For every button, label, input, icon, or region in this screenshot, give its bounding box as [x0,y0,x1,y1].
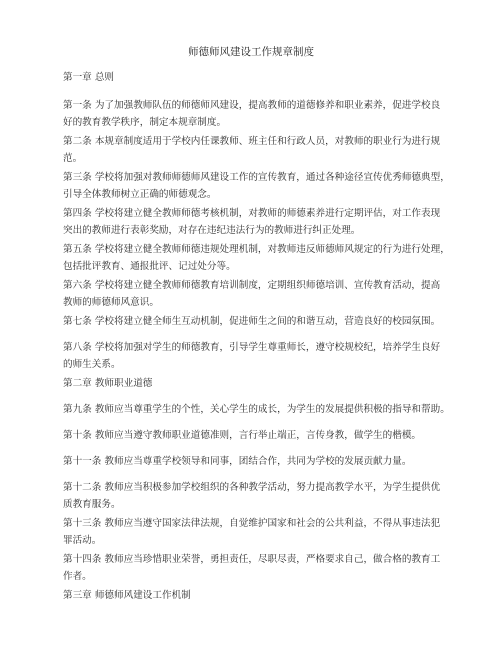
text-line: 罪活动。 [63,535,102,546]
article-paragraph [63,205,443,239]
text-line: 第七条 学校将建立健全师生互动机制，促进师生之间的和谐互动，营造良好的校园氛围。 [63,316,441,327]
text-line: 第八条 学校将加强对学生的师德教育，引导学生尊重师长，遵守校规校纪，培养学生良好 [63,342,441,353]
article-paragraph [63,401,450,418]
article-paragraph [63,241,450,275]
text-line: 作者。 [63,571,92,582]
text-line: 第五条 学校将建立健全教师师德违规处理机制，对教师违反师德师风规定的行为进行处理， [63,244,450,255]
text-line: 第四条 学校将建立健全教师师德考核机制，对教师的师德素养进行定期评估，对工作表现 [63,208,441,219]
text-line: 第三章 师德师风建设工作机制 [63,590,191,601]
text-line: 第十三条 教师应当遵守国家法律法规，自觉维护国家和社会的公共利益，不得从事违法犯 [63,518,441,529]
article-paragraph [63,515,443,549]
article-paragraph [63,313,443,330]
chapter-heading [63,587,443,604]
document-title: 师德师风建设工作规章制度 [188,46,314,58]
article-paragraph [63,339,443,373]
text-line: 第十条 教师应当遵守教师职业道德准则，言行举止端正，言传身教，做学生的楷模。 [63,430,422,441]
text-line: 第十二条 教师应当积极参加学校组织的各种教学活动，努力提高教学水平，为学生提供优 [63,482,441,493]
article-paragraph [63,551,443,585]
text-line: 第三条 学校将加强对教师师德师风建设工作的宣传教育，通过各种途径宣传优秀师德典型， [63,172,450,183]
article-paragraph [63,427,443,444]
text-line: 的师生关系。 [63,359,121,370]
text-line: 范。 [63,153,83,164]
text-line: 质教育服务。 [63,499,121,510]
article-paragraph [63,277,443,311]
text-line: 第十四条 教师应当珍惜职业荣誉，勇担责任，尽职尽责，严格要求自己，做合格的教育工 [63,554,441,565]
text-line: 包括批评教育、通报批评、记过处分等。 [63,261,236,272]
article-paragraph [63,479,443,513]
article-paragraph [63,453,443,470]
text-line: 引导全体教师树立正确的师德观念。 [63,189,217,200]
article-paragraph [63,169,450,203]
chapter-heading [63,375,443,392]
text-line: 第二条 本规章制度适用于学校内任课教师、班主任和行政人员，对教师的职业行为进行规 [63,136,441,147]
article-paragraph [63,97,443,131]
text-line: 第六条 学校将建立健全教师师德教育培训制度，定期组织师德培训、宣传教育活动，提高 [63,280,441,291]
article-paragraph [63,133,443,167]
chapter-heading [63,69,443,86]
text-line: 第九条 教师应当尊重学生的个性，关心学生的成长，为学生的发展提供积极的指导和帮助。 [63,404,450,415]
text-line: 第二章 教师职业道德 [63,378,153,389]
text-line: 突出的教师进行表彰奖励，对存在违纪违法行为的教师进行纠正处理。 [63,225,361,236]
text-line: 第一章 总则 [63,72,115,83]
text-line: 第十一条 教师应当尊重学校领导和同事，团结合作，共同为学校的发展贡献力量。 [63,456,412,467]
text-line: 教师的师德师风意识。 [63,297,159,308]
text-line: 好的教育教学秩序，制定本规章制度。 [63,117,227,128]
text-line: 第一条 为了加强教师队伍的师德师风建设，提高教师的道德修养和职业素养，促进学校良 [63,100,441,111]
